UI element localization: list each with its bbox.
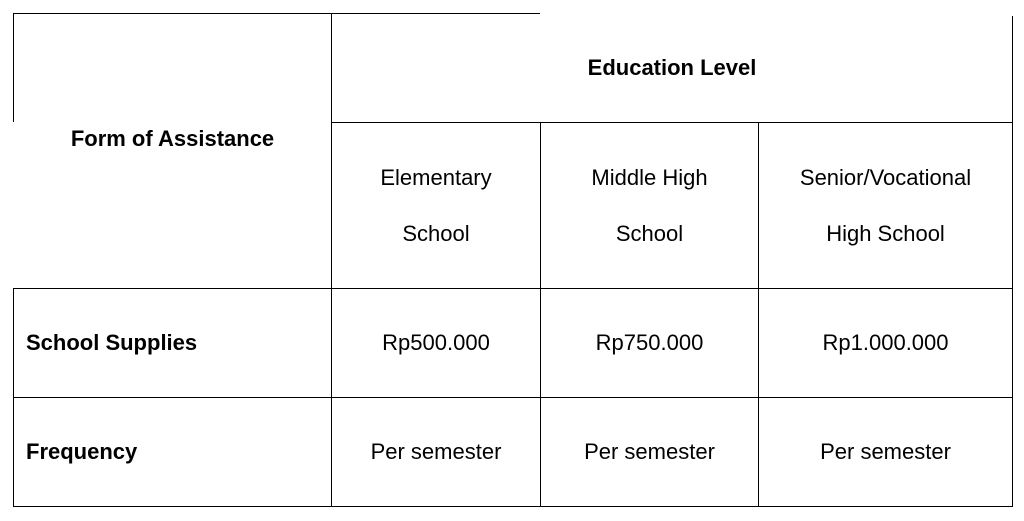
level-header-middle	[541, 123, 759, 289]
level-line-1: Middle High	[591, 164, 708, 190]
level-line-2: School	[615, 220, 684, 246]
corner-header-cell	[14, 14, 332, 289]
table-row-school-supplies	[14, 289, 1013, 398]
level-line-1: Elementary	[380, 164, 492, 190]
value-cell: Rp500.000	[332, 289, 541, 398]
border-gap-top	[540, 10, 1024, 16]
form-of-assistance-header: Form of Assistance	[70, 126, 275, 151]
row-label-school-supplies: School Supplies	[14, 289, 332, 398]
level-header-elementary	[332, 123, 541, 289]
border-gap-left	[10, 122, 15, 288]
value-cell: Per semester	[332, 398, 541, 507]
assistance-table	[13, 13, 1013, 507]
level-header-senior	[759, 123, 1013, 289]
value-cell: Rp1.000.000	[759, 289, 1013, 398]
header-row-1	[14, 14, 1013, 123]
table-row-frequency	[14, 398, 1013, 507]
value-cell: Per semester	[759, 398, 1013, 507]
level-line-2: High School	[826, 220, 945, 246]
value-cell: Rp750.000	[541, 289, 759, 398]
value-cell: Per semester	[541, 398, 759, 507]
level-line-1: Senior/Vocational	[799, 164, 972, 190]
education-level-header: Education Level	[332, 14, 1013, 123]
row-label-frequency: Frequency	[14, 398, 332, 507]
level-line-2: School	[402, 220, 470, 246]
education-assistance-table	[13, 13, 1013, 507]
